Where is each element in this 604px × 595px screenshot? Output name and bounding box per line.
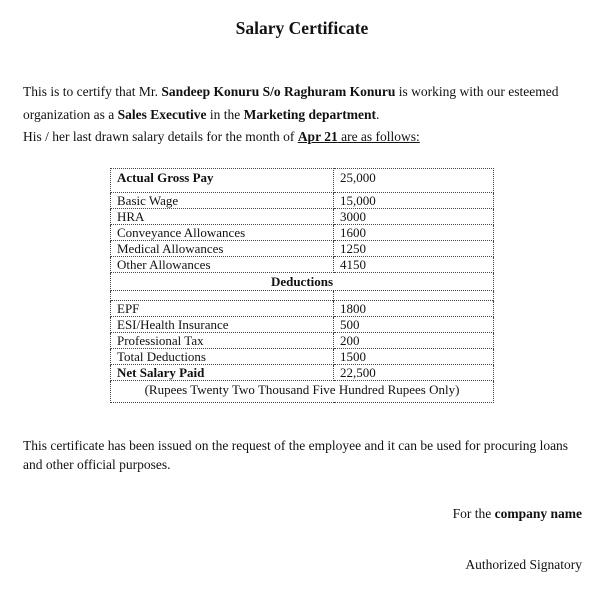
deduction-value: 200	[334, 333, 494, 349]
deductions-heading: Deductions	[111, 273, 494, 291]
deduction-label: EPF	[111, 301, 334, 317]
intro-text-4: .	[375, 106, 380, 122]
intro-line3-prefix: His / her last drawn salary details for the month of	[23, 129, 298, 144]
earning-row	[111, 209, 494, 225]
spacer-row	[111, 291, 494, 301]
certificate-title: Salary Certificate	[235, 18, 369, 38]
earning-label: Other Allowances	[111, 257, 334, 273]
deduction-label: Total Deductions	[111, 349, 334, 365]
earning-value: 1250	[334, 241, 494, 257]
net-row	[111, 365, 494, 381]
for-company-line	[453, 506, 582, 522]
deduction-row	[111, 301, 494, 317]
earning-row	[111, 225, 494, 241]
authorized-signatory: Authorized Signatory	[465, 557, 582, 572]
earning-row	[111, 257, 494, 273]
earning-label: Conveyance Allowances	[111, 225, 334, 241]
for-prefix: For the	[452, 506, 495, 521]
designation: Sales Executive	[117, 106, 207, 122]
gross-row	[111, 169, 494, 193]
deduction-label: Professional Tax	[111, 333, 334, 349]
amount-in-words: (Rupees Twenty Two Thousand Five Hundred Rupees Only)	[111, 381, 494, 403]
deduction-value: 500	[334, 317, 494, 333]
intro-text-3: in the	[206, 106, 244, 122]
net-value: 22,500	[334, 365, 494, 381]
deduction-row	[111, 349, 494, 365]
salary-table	[110, 168, 494, 403]
earning-label: HRA	[111, 209, 334, 225]
intro-paragraph	[23, 81, 588, 149]
gross-value: 25,000	[334, 169, 494, 193]
earning-label: Basic Wage	[111, 193, 334, 209]
employee-name: Sandeep Konuru S/o Raghuram Konuru	[161, 84, 396, 99]
deduction-row	[111, 333, 494, 349]
deduction-label: ESI/Health Insurance	[111, 317, 334, 333]
earning-value: 15,000	[334, 193, 494, 209]
deductions-heading-row	[111, 273, 494, 291]
intro-text-2: is working with our esteemed organization as a	[23, 84, 559, 122]
deduction-row	[111, 317, 494, 333]
earning-value: 1600	[334, 225, 494, 241]
closing-paragraph: This certificate has been issued on the request of the employee and it can be used for procuring loans and other official purposes.	[23, 438, 569, 472]
earning-row	[111, 193, 494, 209]
earning-row	[111, 241, 494, 257]
department: Marketing department	[243, 106, 376, 122]
earning-value: 3000	[334, 209, 494, 225]
earning-label: Medical Allowances	[111, 241, 334, 257]
gross-label: Actual Gross Pay	[111, 169, 334, 193]
deduction-value: 1800	[334, 301, 494, 317]
net-label: Net Salary Paid	[111, 365, 334, 381]
intro-text-1: This is to certify that Mr.	[23, 84, 162, 99]
intro-line3-suffix: are as follows:	[337, 129, 420, 144]
salary-month: Apr 21	[297, 129, 338, 144]
company-name: company name	[494, 506, 582, 521]
amount-in-words-row	[111, 381, 494, 403]
deduction-value: 1500	[334, 349, 494, 365]
earning-value: 4150	[334, 257, 494, 273]
